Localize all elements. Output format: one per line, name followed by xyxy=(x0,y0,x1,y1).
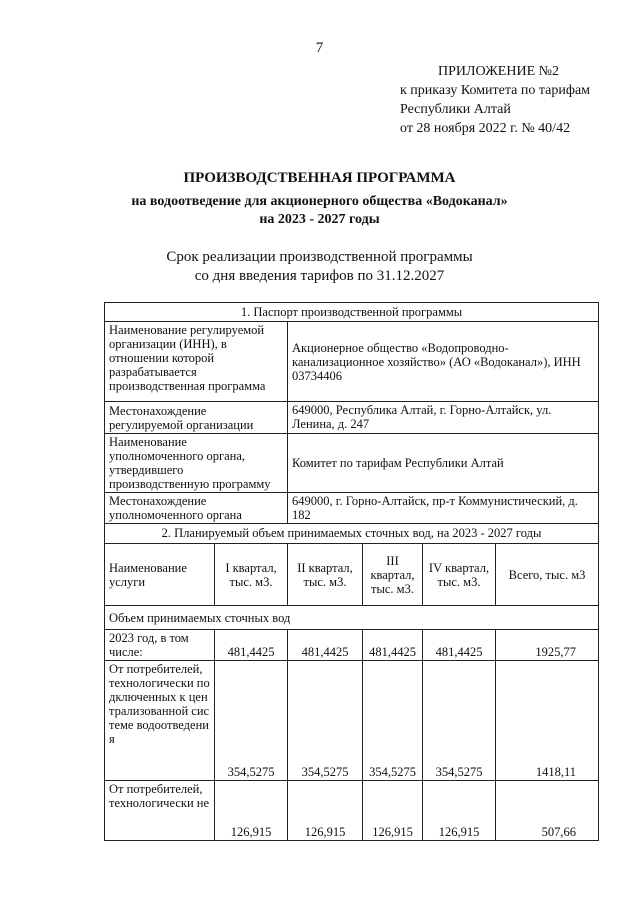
value-cell: 126,915 xyxy=(423,781,496,841)
column-header: Всего, тыс. м3 xyxy=(496,544,599,606)
value-cell: 354,5275 xyxy=(363,661,423,781)
passport-label: Наименование уполномоченного органа, утвердившего производственную программу xyxy=(105,434,288,493)
value-cell: 126,915 xyxy=(363,781,423,841)
section1-title: 1. Паспорт производственной программы xyxy=(105,303,599,322)
passport-label: Местонахождение уполномоченного органа xyxy=(105,493,288,524)
passport-label: Местонахождение регулируемой организации xyxy=(105,402,288,434)
appendix-line: Республики Алтай xyxy=(400,102,511,117)
passport-value: Акционерное общество «Водопроводно-канализационное хозяйство» (АО «Водоканал»), ИНН 03734406 xyxy=(288,322,599,402)
value-cell: 126,915 xyxy=(215,781,288,841)
column-header: III квартал, тыс. м3. xyxy=(363,544,423,606)
subtitle-line: на 2023 - 2027 годы xyxy=(259,212,380,227)
value-cell: 354,5275 xyxy=(215,661,288,781)
term-line: со дня введения тарифов по 31.12.2027 xyxy=(194,268,445,284)
passport-value: 649000, Республика Алтай, г. Горно-Алтайск, ул. Ленина, д. 247 xyxy=(288,402,599,434)
document-title: ПРОИЗВОДСТВЕННАЯ ПРОГРАММА xyxy=(183,170,456,186)
document-subtitle xyxy=(0,193,639,229)
subtitle-line: на водоотведение для акционерного общества «Водоканал» xyxy=(131,194,508,209)
page-number: 7 xyxy=(315,40,324,56)
value-cell: 481,4425 xyxy=(288,630,363,661)
row-label: От потребителей, технологически не xyxy=(105,781,215,841)
column-header: IV квартал, тыс. м3. xyxy=(423,544,496,606)
passport-value: 649000, г. Горно-Алтайск, пр-т Коммунистический, д. 182 xyxy=(288,493,599,524)
value-cell: 126,915 xyxy=(288,781,363,841)
value-cell: 481,4425 xyxy=(423,630,496,661)
value-cell: 481,4425 xyxy=(215,630,288,661)
appendix-title: ПРИЛОЖЕНИЕ №2 xyxy=(438,64,559,79)
column-header: II квартал, тыс. м3. xyxy=(288,544,363,606)
group-label: Объем принимаемых сточных вод xyxy=(105,606,599,630)
value-cell: 354,5275 xyxy=(288,661,363,781)
appendix-line: к приказу Комитета по тарифам xyxy=(400,83,591,98)
implementation-term xyxy=(0,248,639,286)
row-label: 2023 год, в том числе: xyxy=(105,630,215,661)
column-header: Наименование услуги xyxy=(105,544,215,606)
appendix-line: от 28 ноября 2022 г. № 40/42 xyxy=(400,121,571,136)
section2-title: 2. Планируемый объем принимаемых сточных вод, на 2023 - 2027 годы xyxy=(105,524,599,544)
passport-label: Наименование регулируемой организации (ИНН), в отношении которой разрабатывается производственная программа xyxy=(105,322,288,402)
column-header: I квартал, тыс. м3. xyxy=(215,544,288,606)
term-line: Срок реализации производственной программы xyxy=(166,249,473,265)
program-table xyxy=(104,302,599,841)
value-cell: 354,5275 xyxy=(423,661,496,781)
total-cell: 1925,77 xyxy=(496,630,599,661)
row-label: От потребителей, технологически подключенных к централизованной системе водоотведения xyxy=(105,661,215,781)
passport-value: Комитет по тарифам Республики Алтай xyxy=(288,434,599,493)
total-cell: 507,66 xyxy=(496,781,599,841)
total-cell: 1418,11 xyxy=(496,661,599,781)
appendix-block xyxy=(400,62,590,138)
value-cell: 481,4425 xyxy=(363,630,423,661)
